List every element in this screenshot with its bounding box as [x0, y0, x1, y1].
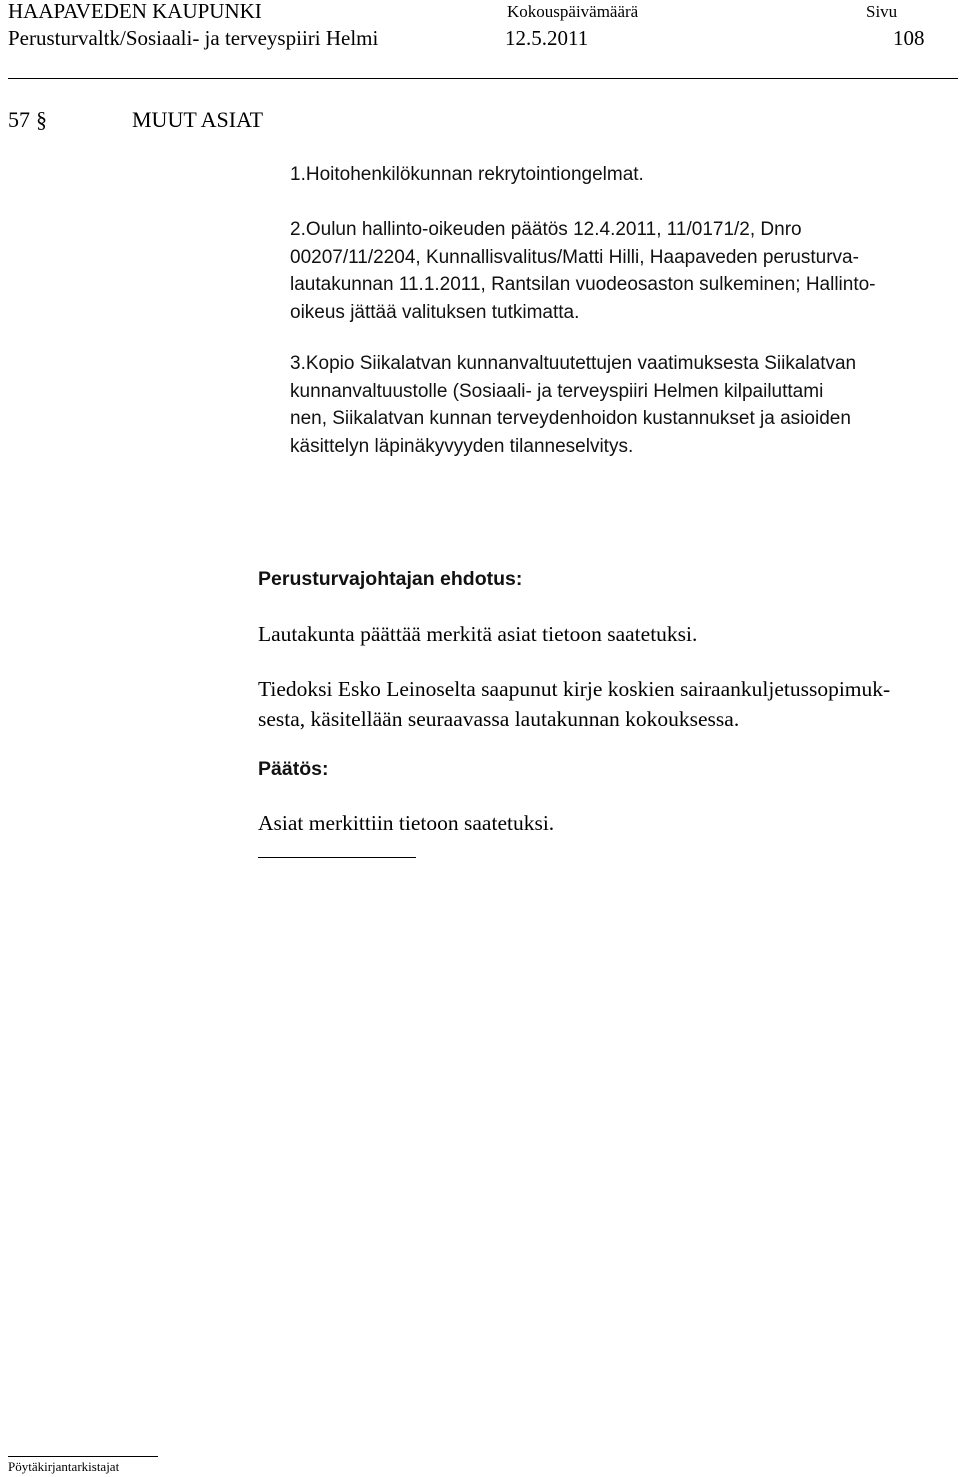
- header-date-label: Kokouspäivämäärä: [507, 2, 639, 21]
- proposal-note-line: Tiedoksi Esko Leinoselta saapunut kirje koskien sairaankuljetussopimuk-: [258, 677, 891, 701]
- item-2: [290, 216, 950, 326]
- item-3-line: kunnanvaltuustolle (Sosiaali- ja terveyspiiri Helmen kilpailuttami: [290, 380, 824, 402]
- section-symbol: §: [36, 107, 47, 132]
- footer-signature-line: [8, 1456, 158, 1457]
- item-3-line: nen, Siikalatvan kunnan terveydenhoidon kustannukset ja asioiden: [290, 408, 851, 429]
- header-org: HAAPAVEDEN KAUPUNKI: [8, 0, 262, 23]
- end-rule: [258, 857, 416, 858]
- item-3: [290, 350, 950, 460]
- item-3-line: käsittelyn läpinäkyvyyden tilanneselvitys.: [290, 435, 634, 457]
- item-1: [290, 161, 950, 189]
- decision-text: Asiat merkittiin tietoon saatetuksi.: [258, 811, 555, 835]
- header-divider: [8, 78, 958, 79]
- section-title: MUUT ASIAT: [132, 107, 264, 132]
- proposal-note: [258, 675, 948, 734]
- item-1-line: 1.Hoitohenkilökunnan rekrytointiongelmat.: [290, 164, 644, 185]
- item-2-line: oikeus jättää valituksen tutkimatta.: [290, 301, 580, 323]
- item-3-line: 3.Kopio Siikalatvan kunnanvaltuutettujen vaatimuksesta Siikalatvan: [290, 353, 857, 374]
- proposal-text: Lautakunta päättää merkitä asiat tietoon saatetuksi.: [258, 622, 698, 646]
- proposal-note-line: sesta, käsitellään seuraavassa lautakunnan kokouksessa.: [258, 706, 740, 731]
- section-number: 57: [8, 107, 30, 132]
- decision-heading: Päätös:: [258, 758, 329, 780]
- header-committee: Perusturvaltk/Sosiaali- ja terveyspiiri Helmi: [8, 26, 379, 50]
- header-date: 12.5.2011: [505, 26, 589, 50]
- item-2-line: lautakunnan 11.1.2011, Rantsilan vuodeosaston sulkeminen; Hallinto-: [290, 274, 876, 295]
- proposal-heading: Perusturvajohtajan ehdotus:: [258, 568, 523, 590]
- header-page-label: Sivu: [866, 2, 898, 21]
- item-2-line: 00207/11/2204, Kunnallisvalitus/Matti Hilli, Haapaveden perusturva-: [290, 246, 859, 268]
- footer-label: Pöytäkirjantarkistajat: [8, 1459, 120, 1474]
- item-2-line: 2.Oulun hallinto-oikeuden päätös 12.4.2011, 11/0171/2, Dnro: [290, 219, 802, 240]
- header-page-number: 108: [893, 26, 925, 50]
